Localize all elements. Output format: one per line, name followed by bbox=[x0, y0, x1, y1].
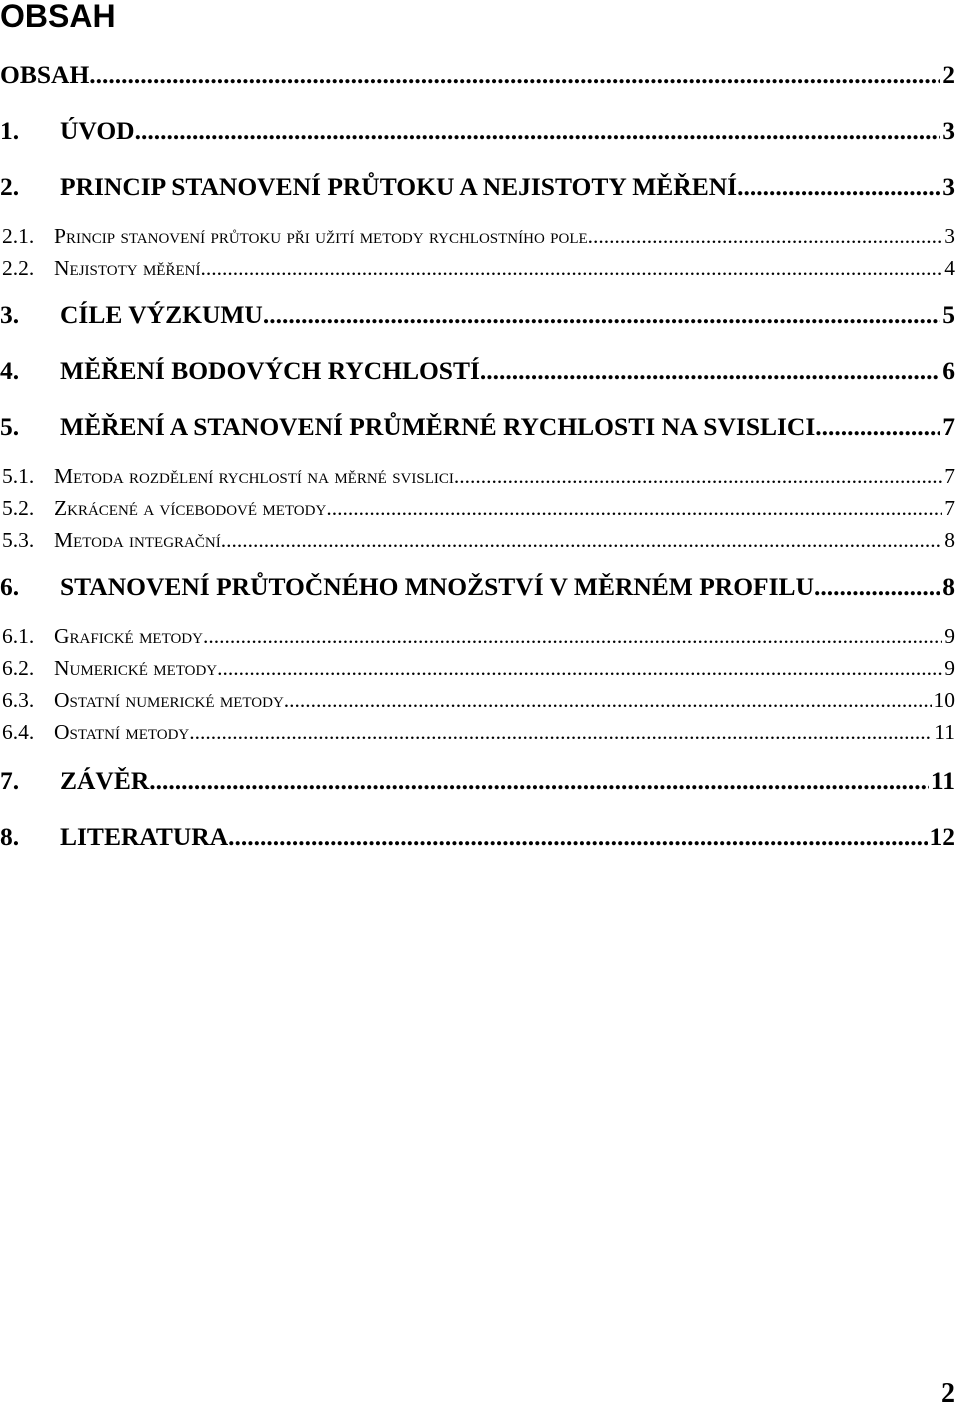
toc-entry-title: Princip stanovení průtoku při užití metody rychlostního pole bbox=[54, 224, 588, 248]
toc-entry-title: PRINCIP STANOVENÍ PRŮTOKU A NEJISTOTY MĚŘENÍ bbox=[60, 172, 738, 201]
toc-entry-number: 4. bbox=[0, 356, 20, 385]
toc-entry-title: Ostatní metody bbox=[54, 720, 190, 744]
toc-entry-title: CÍLE VÝZKUMU bbox=[60, 300, 263, 329]
toc-entry-7[interactable] bbox=[0, 766, 955, 802]
toc-entry-page: 4 bbox=[944, 256, 955, 280]
toc-entry-page: 9 bbox=[944, 656, 955, 680]
toc-entry-title: Grafické metody bbox=[54, 624, 203, 648]
toc-entry-5-1[interactable] bbox=[0, 464, 955, 500]
toc-entry-1[interactable] bbox=[0, 116, 955, 152]
toc-entry-6[interactable] bbox=[0, 572, 955, 608]
toc-entry-page: 2 bbox=[942, 60, 955, 89]
toc-entry-page: 8 bbox=[942, 572, 955, 601]
toc-entry-2-1[interactable] bbox=[0, 224, 955, 260]
toc-entry-title: MĚŘENÍ A STANOVENÍ PRŮMĚRNÉ RYCHLOSTI NA SVISLICI bbox=[60, 412, 816, 441]
toc-entry-number: 6. bbox=[0, 572, 20, 601]
toc-entry-title: OBSAH bbox=[0, 60, 90, 89]
dot-leader bbox=[135, 116, 941, 144]
toc-entry-6-1[interactable] bbox=[0, 624, 955, 660]
toc-entry-page: 12 bbox=[929, 822, 955, 851]
toc-entry-6-2[interactable] bbox=[0, 656, 955, 692]
dot-leader bbox=[284, 688, 932, 712]
toc-entry-number: 5. bbox=[0, 412, 20, 441]
toc-entry-title: ÚVOD bbox=[60, 116, 135, 145]
toc-entry-5-3[interactable] bbox=[0, 528, 955, 564]
toc-entry-title: Metoda rozdělení rychlostí na měrné svislici bbox=[54, 464, 454, 488]
toc-entry-title: Ostatní numerické metody bbox=[54, 688, 284, 712]
toc-entry-page: 7 bbox=[944, 496, 955, 520]
toc-entry-page: 10 bbox=[933, 688, 955, 712]
dot-leader bbox=[217, 656, 942, 680]
dot-leader bbox=[815, 412, 940, 440]
toc-entry-number: 6.1. bbox=[2, 624, 35, 648]
toc-entry-title: LITERATURA bbox=[60, 822, 229, 851]
page-title: OBSAH bbox=[0, 0, 116, 34]
toc-entry-number: 3. bbox=[0, 300, 20, 329]
dot-leader bbox=[326, 496, 942, 520]
toc-entry-8[interactable] bbox=[0, 822, 955, 858]
toc-entry-page: 9 bbox=[944, 624, 955, 648]
toc-entry-number: 5.3. bbox=[2, 528, 35, 552]
toc-entry-title: Zkrácené a vícebodové metody bbox=[54, 496, 327, 520]
toc-entry-title: Metoda integrační bbox=[54, 528, 221, 552]
toc-entry-number: 5.1. bbox=[2, 464, 35, 488]
dot-leader bbox=[221, 528, 943, 552]
toc-entry-page: 7 bbox=[944, 464, 955, 488]
dot-leader bbox=[200, 256, 942, 280]
toc-entry-number: 6.3. bbox=[2, 688, 35, 712]
page-number: 2 bbox=[941, 1378, 955, 1409]
toc-entry-number: 2.2. bbox=[2, 256, 35, 280]
dot-leader bbox=[814, 572, 940, 600]
toc-entry-contents[interactable] bbox=[0, 60, 955, 96]
toc-entry-number: 6.4. bbox=[2, 720, 35, 744]
dot-leader bbox=[189, 720, 932, 744]
dot-leader bbox=[737, 172, 940, 200]
toc-entry-2-2[interactable] bbox=[0, 256, 955, 292]
toc-entry-number: 1. bbox=[0, 116, 20, 145]
dot-leader bbox=[228, 822, 927, 850]
toc-entry-title: MĚŘENÍ BODOVÝCH RYCHLOSTÍ bbox=[60, 356, 480, 385]
toc-entry-page: 3 bbox=[942, 172, 955, 201]
dot-leader bbox=[149, 766, 929, 794]
toc-entry-4[interactable] bbox=[0, 356, 955, 392]
toc-entry-page: 7 bbox=[942, 412, 955, 441]
toc-entry-6-4[interactable] bbox=[0, 720, 955, 756]
toc-entry-page: 5 bbox=[942, 300, 955, 329]
toc-entry-5[interactable] bbox=[0, 412, 955, 448]
toc-entry-page: 8 bbox=[944, 528, 955, 552]
toc-entry-title: Numerické metody bbox=[54, 656, 218, 680]
dot-leader bbox=[89, 60, 940, 88]
toc-entry-3[interactable] bbox=[0, 300, 955, 336]
toc-entry-page: 11 bbox=[930, 766, 955, 795]
toc-entry-page: 6 bbox=[942, 356, 955, 385]
toc-entry-title: STANOVENÍ PRŮTOČNÉHO MNOŽSTVÍ V MĚRNÉM PROFILU bbox=[60, 572, 814, 601]
toc-entry-number: 6.2. bbox=[2, 656, 35, 680]
dot-leader bbox=[588, 224, 943, 248]
toc-entry-page: 11 bbox=[934, 720, 955, 744]
toc-entry-number: 8. bbox=[0, 822, 20, 851]
toc-entry-2[interactable] bbox=[0, 172, 955, 208]
toc-entry-number: 2. bbox=[0, 172, 20, 201]
toc-entry-6-3[interactable] bbox=[0, 688, 955, 724]
toc-entry-number: 2.1. bbox=[2, 224, 35, 248]
dot-leader bbox=[454, 464, 942, 488]
toc-entry-number: 5.2. bbox=[2, 496, 35, 520]
dot-leader bbox=[263, 300, 940, 328]
toc-entry-title: Nejistoty měření bbox=[54, 256, 201, 280]
toc-entry-number: 7. bbox=[0, 766, 20, 795]
dot-leader bbox=[480, 356, 940, 384]
toc-entry-page: 3 bbox=[942, 116, 955, 145]
toc-entry-5-2[interactable] bbox=[0, 496, 955, 532]
toc-entry-page: 3 bbox=[944, 224, 955, 248]
toc-entry-title: ZÁVĚR bbox=[60, 766, 150, 795]
dot-leader bbox=[203, 624, 942, 648]
